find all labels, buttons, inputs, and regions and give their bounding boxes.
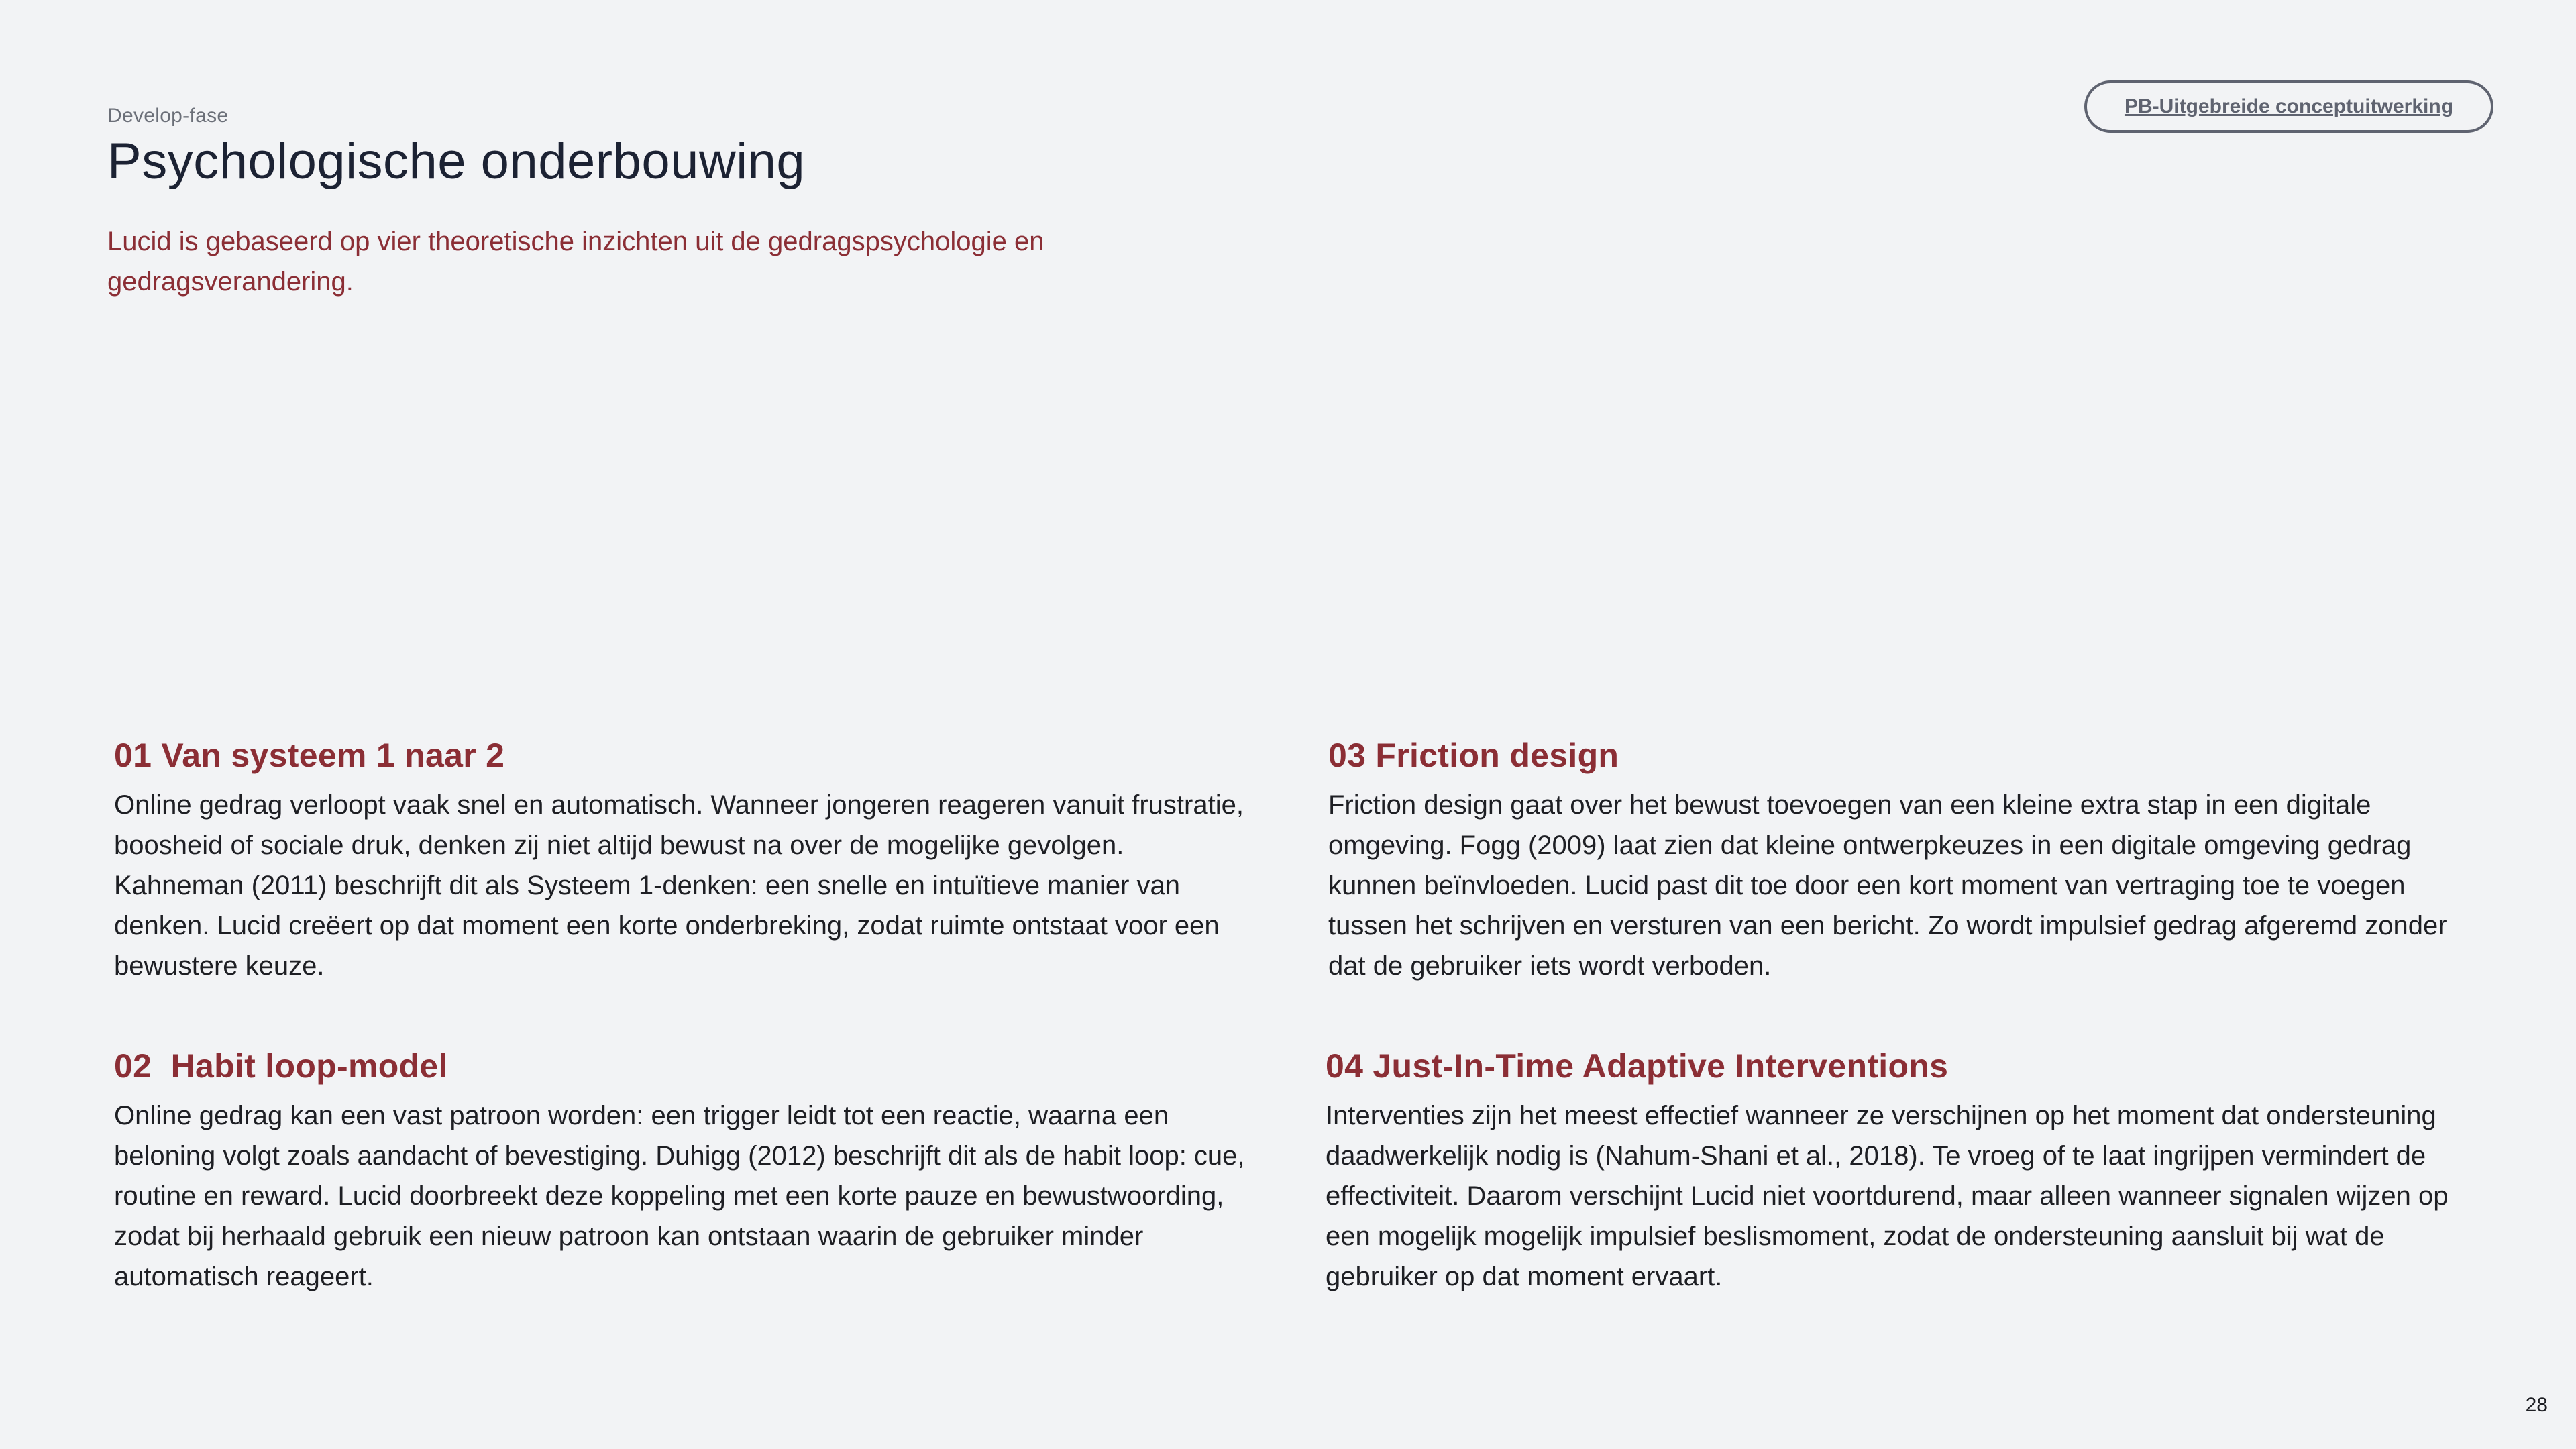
section-title: 02 Habit loop-model — [114, 1047, 448, 1085]
concept-elaboration-link[interactable]: PB-Uitgebreide conceptuitwerking — [2084, 80, 2493, 133]
section-friction-design — [1328, 735, 2469, 986]
page-number: 28 — [2525, 1394, 2548, 1416]
page-title: Psychologische onderbouwing — [107, 133, 806, 190]
section-body: Interventies zijn het meest effectief wanneer ze verschijnen op het moment dat ondersteuning daadwerkelijk nodig is (Nahum-Shani et al., 2018). Te vroeg of te laat ingrijpen vermindert de effectiviteit. Daarom verschijnt Lucid niet voortdurend, maar alleen wanneer signalen wijzen op een mogelijk mogelijk impulsief beslismoment, zodat de ondersteuning aansluit bij wat de gebruiker op dat moment ervaart. — [1326, 1101, 2449, 1291]
section-jitai — [1326, 1046, 2466, 1297]
section-body: Friction design gaat over het bewust toevoegen van een kleine extra stap in een digitale omgeving. Fogg (2009) laat zien dat kleine ontwerpkeuzes in een digitale omgeving gedrag kunnen beïnvloeden. Lucid past dit toe door een kort moment van vertraging toe te voegen tussen het schrijven en versturen van een bericht. Zo wordt impulsief gedrag afgeremd zonder dat de gebruiker iets wordt verboden. — [1328, 790, 2447, 981]
section-habit-loop — [114, 1046, 1254, 1297]
section-title: 01 Van systeem 1 naar 2 — [114, 737, 505, 774]
eyebrow-label: Develop-fase — [107, 105, 229, 127]
section-body: Online gedrag verloopt vaak snel en automatisch. Wanneer jongeren reageren vanuit frustratie, boosheid of sociale druk, denken zij niet altijd bewust na over de mogelijke gevolgen. Kahneman (2011) beschrijft dit als Systeem 1-denken: een snelle en intuïtieve manier van denken. Lucid creëert op dat moment een korte onderbreking, zodat ruimte ontstaat voor een bewustere keuze. — [114, 790, 1244, 981]
section-system-1-to-2 — [114, 735, 1254, 986]
section-body: Online gedrag kan een vast patroon worden: een trigger leidt tot een reactie, waarna een beloning volgt zoals aandacht of bevestiging. Duhigg (2012) beschrijft dit als de habit loop: cue, routine en reward. Lucid doorbreekt deze koppeling met een korte pauze en bewustwoording, zodat bij herhaald gebruik een nieuw patroon kan ontstaan waarin de gebruiker minder automatisch reageert. — [114, 1101, 1245, 1291]
section-title: 03 Friction design — [1328, 737, 1619, 774]
section-title: 04 Just-In-Time Adaptive Interventions — [1326, 1047, 1949, 1085]
intro-text: Lucid is gebaseerd op vier theoretische inzichten uit de gedragspsychologie en gedragsverandering. — [107, 227, 1044, 297]
